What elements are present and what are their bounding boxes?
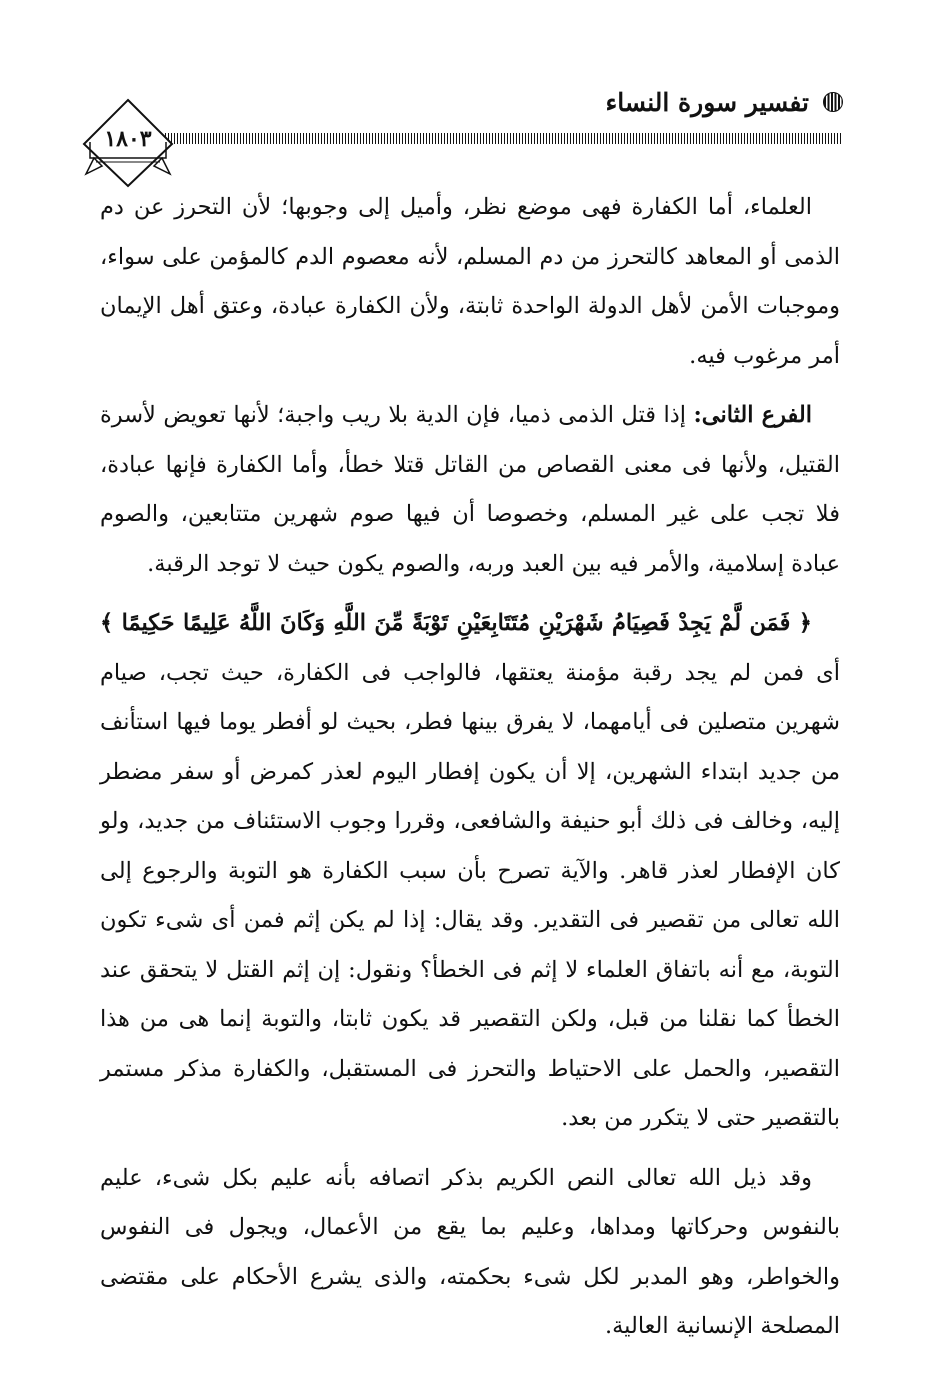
page-number: ١٨٠٣ [104, 126, 152, 152]
running-header [606, 82, 843, 122]
ornament-icon [823, 92, 843, 112]
paragraph-text: أى فمن لم يجد رقبة مؤمنة يعتقها، فالواجب فى الكفارة، حيث تجب، صيام شهرين متصلين فى أيامهما، لا يفرق بينها فطر، بحيث لو أفطر يوما فيها استأنف من جديد ابتداء الشهرين، إلا أن يكون إفطار اليوم لعذر كمرض أو سفر مضطر إليه، وخالف فى ذلك أبو حنيفة والشافعى، وقررا وجوب الاستئناف من جديد، ولو كان الإفطار لعذر قاهر. والآية تصرح بأن سبب الكفارة هو التوبة والرجوع إلى الله تعالى من تقصير فى التقدير. وقد يقال: إذا لم يكن إثم فمن أى شىء تكون التوبة، مع أنه باتفاق العلماء لا إثم فى الخطأ؟ ونقول: إن إثم القتل لا يتحقق عند الخطأ كما نقلنا من قبل، ولكن التقصير قد يكون ثابتا، والتوبة إنما هى من هذا التقصير، والحمل على الاحتياط والتحرز فى المستقبل، والكفارة مذكر مستمر بالتقصير حتى لا يتكرر من بعد. [100, 659, 840, 1131]
page-title: تفسير سورة النساء [605, 87, 809, 117]
page-number-badge [82, 98, 174, 190]
paragraph-2 [100, 391, 840, 589]
paragraph-1 [100, 183, 840, 381]
paragraph-4 [100, 1154, 840, 1352]
paragraph-text: وقد ذيل الله تعالى النص الكريم بذكر اتصافه بأنه عليم بكل شىء، عليم بالنفوس وحركاتها ومداها، وعليم بما يقع من الأعمال، ويجول فى النفوس والخواطر، وهو المدبر لكل شىء بحكمته، والذى يشرع الأحكام على مقتضى المصلحة الإنسانية العالية. [100, 1164, 840, 1339]
paragraph-text: العلماء، أما الكفارة فهى موضع نظر، وأميل إلى وجوبها؛ لأن التحرز عن دم الذمى أو المعاهد كالتحرز من دم المسلم، لأنه معصوم الدم كالمؤمن على سواء، وموجبات الأمن لأهل الدولة الواحدة ثابتة، ولأن الكفارة عبادة، وعتق أهل الإيمان أمر مرغوب فيه. [100, 194, 840, 369]
header-rule [165, 133, 843, 144]
quran-verse: ﴿ فَمَن لَّمْ يَجِدْ فَصِيَامُ شَهْرَيْنِ مُتَتَابِعَيْنِ تَوْبَةً مِّنَ اللَّهِ وَكَانَ اللَّهُ عَلِيمًا حَكِيمًا ﴾ [100, 610, 812, 636]
paragraph-3 [100, 599, 840, 1144]
section-heading: الفرع الثانى: [693, 402, 812, 428]
paragraph-text: إذا قتل الذمى ذميا، فإن الدية بلا ريب واجبة؛ لأنها تعويض لأسرة القتيل، ولأنها فى معنى القصاص من القاتل قتلا خطأ، وأما الكفارة فإنها عبادة، فلا تجب على غير المسلم، وخصوصا أن فيها صوم شهرين متتابعين، والصوم عبادة إسلامية، والأمر فيه بين العبد وربه، والصوم يكون حيث لا توجد الرقبة. [100, 402, 840, 577]
main-text [100, 183, 840, 1352]
